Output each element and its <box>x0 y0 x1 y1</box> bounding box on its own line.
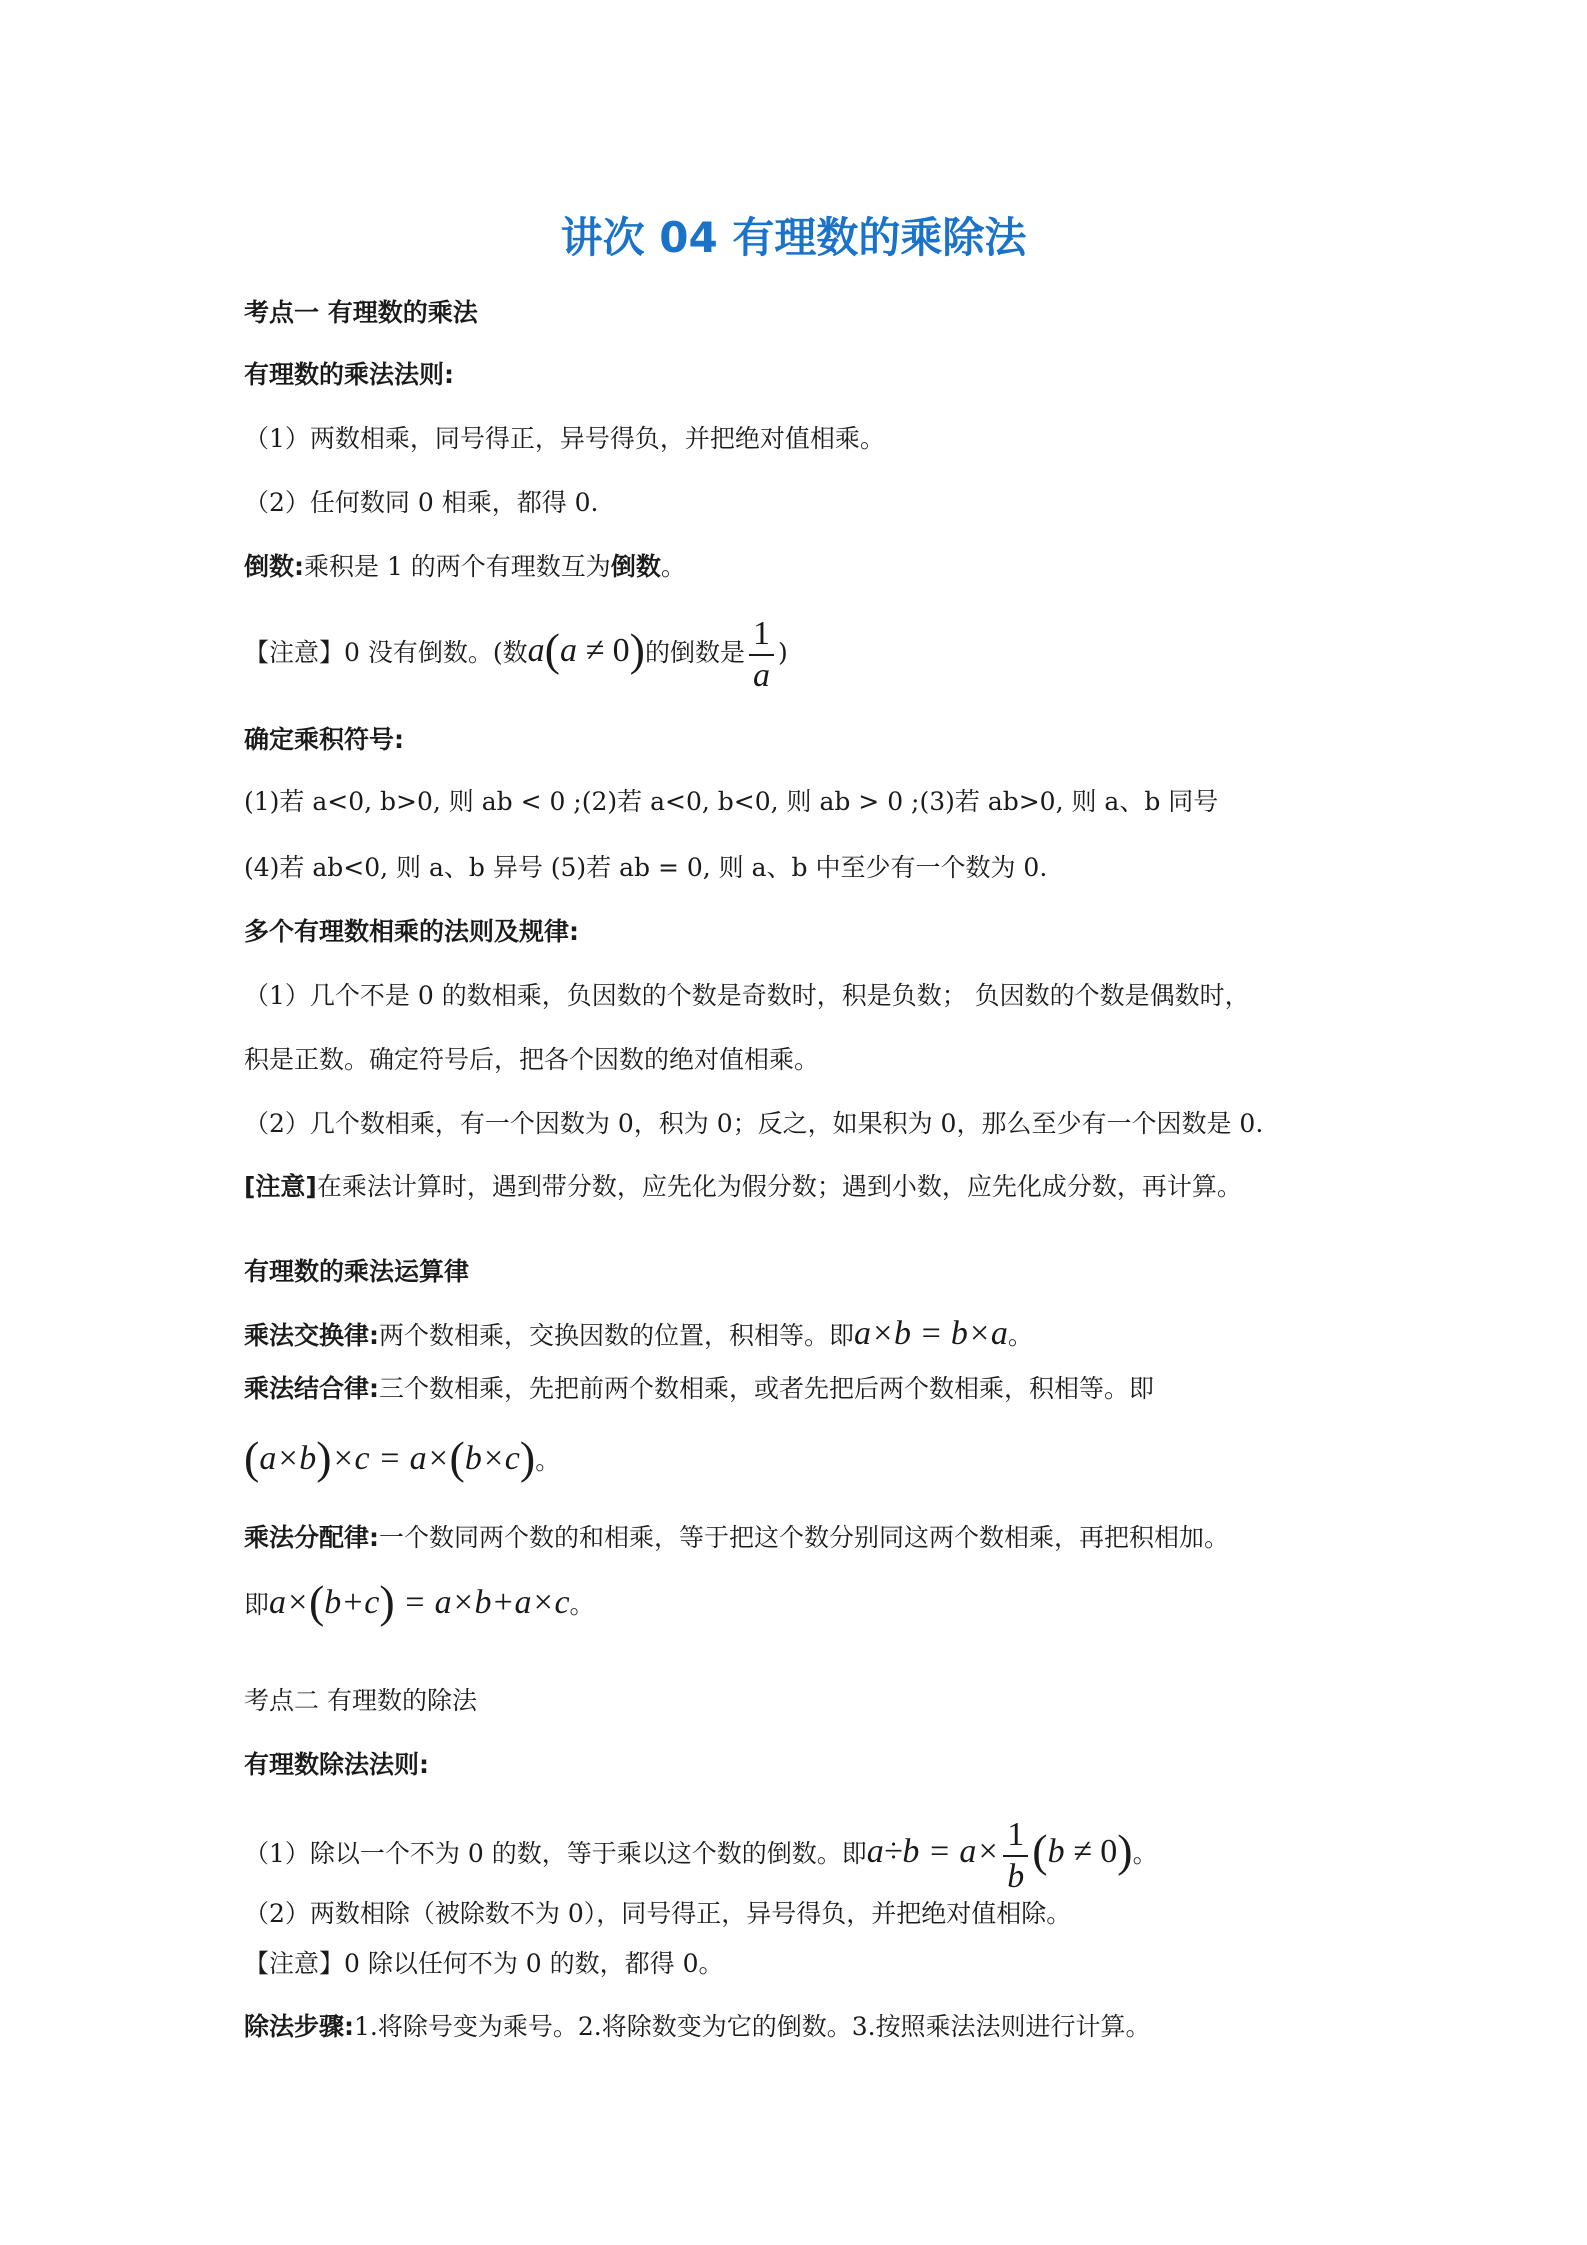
page-title: 讲次 04 有理数的乘除法 <box>560 213 1027 262</box>
associative-formula: (a×b)×c = a×(b×c) <box>244 1432 536 1483</box>
reciprocal-end: 。 <box>660 552 686 581</box>
reciprocal-note <box>244 605 788 695</box>
section-heading-1: 考点一 有理数的乘法 <box>244 298 478 327</box>
distributive-label: 乘法分配律: <box>244 1523 379 1552</box>
distributive-law <box>244 1521 1229 1555</box>
distributive-text: 一个数同两个数的和相乘，等于把这个数分别同这两个数相乘，再把积相加。 <box>379 1523 1230 1552</box>
law-heading: 有理数的乘法运算律 <box>244 1257 470 1286</box>
division-steps-label: 除法步骤: <box>244 2012 354 2041</box>
commutative-period: 。 <box>1007 1321 1033 1350</box>
division-condition: (b ≠ 0) <box>1032 1825 1133 1876</box>
division-rule-1-text: （1）除以一个不为 0 的数，等于乘以这个数的倒数。即 <box>244 1839 867 1868</box>
reciprocal-fraction: $\frac{1}{a}$ <box>749 614 774 696</box>
sign-heading: 确定乘积符号: <box>244 725 404 754</box>
note2-text: 在乘法计算时，遇到带分数，应先化为假分数；遇到小数，应先化成分数，再计算。 <box>316 1172 1242 1201</box>
reciprocal-label: 倒数: <box>244 552 304 581</box>
associative-law <box>244 1372 1154 1406</box>
division-note: 【注意】0 除以任何不为 0 的数，都得 0。 <box>244 1949 724 1978</box>
division-formula: a÷b = a× <box>866 1833 1000 1870</box>
division-fraction: $\frac{1}{b}$ <box>1003 1815 1028 1897</box>
multi-factor-rule-1b: 积是正数。确定符号后，把各个因数的绝对值相乘。 <box>244 1045 820 1074</box>
multi-factor-rule-1a: （1）几个不是 0 的数相乘，负因数的个数是奇数时，积是负数； 负因数的个数是偶数时， <box>244 981 1250 1010</box>
sign-rule-line-1: (1)若 a<0, b>0, 则 ab < 0 ;(2)若 a<0, b<0, 则 ab > 0 ;(3)若 ab>0, 则 a、b 同号 <box>244 787 1219 816</box>
associative-period: 。 <box>535 1446 561 1475</box>
distributive-formula-line <box>244 1572 595 1635</box>
commutative-law <box>244 1312 1033 1358</box>
division-rule-heading: 有理数除法法则: <box>244 1750 429 1779</box>
note-prefix: 【注意】0 没有倒数。(数 <box>244 638 528 667</box>
note2-label: [注意] <box>244 1172 317 1201</box>
note-mid: 的倒数是 <box>644 638 745 667</box>
distributive-period: 。 <box>569 1590 595 1619</box>
distributive-formula: a×(b+c) = a×b+a×c <box>269 1576 570 1627</box>
distributive-prefix: 即 <box>244 1590 270 1619</box>
note-end: ) <box>777 638 788 667</box>
associative-formula-line <box>244 1428 560 1491</box>
division-period: 。 <box>1132 1839 1158 1868</box>
sign-rule-line-2: (4)若 ab<0, 则 a、b 异号 (5)若 ab = 0, 则 a、b 中至少有一个数为 0. <box>244 853 1048 882</box>
multiplication-rule-2: （2）任何数同 0 相乘，都得 0. <box>244 488 599 517</box>
multiplication-rule-1: （1）两数相乘，同号得正，异号得负，并把绝对值相乘。 <box>244 424 885 453</box>
division-rule-2: （2）两数相除（被除数不为 0），同号得正，异号得负，并把绝对值相除。 <box>244 1899 1072 1928</box>
multiplication-rule-heading: 有理数的乘法法则: <box>244 360 454 389</box>
reciprocal-text: 乘积是 1 的两个有理数互为 <box>304 552 611 581</box>
commutative-formula: a×b = b×a <box>854 1315 1008 1352</box>
note-formula: a(a ≠ 0) <box>527 624 645 675</box>
multi-factor-heading: 多个有理数相乘的法则及规律: <box>244 917 579 946</box>
reciprocal-bold-term: 倒数 <box>610 552 661 581</box>
associative-text: 三个数相乘，先把前两个数相乘，或者先把后两个数相乘，积相等。即 <box>379 1374 1155 1403</box>
reciprocal-definition <box>244 550 686 584</box>
commutative-text: 两个数相乘，交换因数的位置，积相等。即 <box>379 1321 855 1350</box>
division-steps-text: 1.将除号变为乘号。2.将除数变为它的倒数。3.按照乘法法则进行计算。 <box>354 2012 1151 2041</box>
division-steps <box>244 2010 1151 2044</box>
multi-factor-rule-2: （2）几个数相乘，有一个因数为 0，积为 0；反之，如果积为 0，那么至少有一个因数是 0. <box>244 1109 1264 1138</box>
section-heading-2: 考点二 有理数的除法 <box>244 1686 477 1715</box>
division-rule-1 <box>244 1806 1158 1896</box>
commutative-label: 乘法交换律: <box>244 1321 379 1350</box>
associative-label: 乘法结合律: <box>244 1374 379 1403</box>
mixed-number-note <box>244 1170 1242 1204</box>
